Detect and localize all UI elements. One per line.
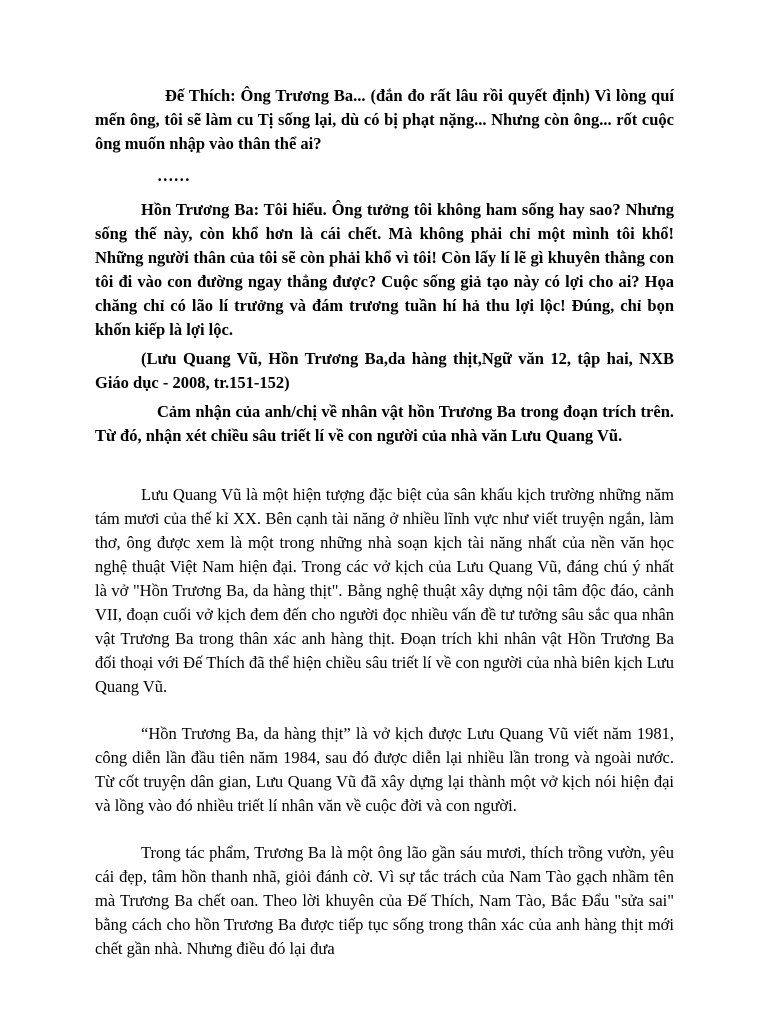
essay-paragraph-3: Trong tác phẩm, Trương Ba là một ông lão gần sáu mươi, thích trồng vườn, yêu cái đẹp, tâm hồn thanh nhã, giỏi đánh cờ. Vì sự tắc trách của Nam Tào gạch nhầm tên mà Trương Ba chết oan. Theo lời khuyên của Đế Thích, Nam Tào, Bắc Đẩu "sửa sai" bằng cách cho hồn Trương Ba được tiếp tục sống trong thân xác của anh hàng thịt mới chết gần nhà. Nhưng điều đó lại đưa	[95, 843, 674, 958]
ellipsis-line: ……	[157, 166, 190, 185]
essay-paragraph-2: “Hồn Trương Ba, da hàng thịt” là vở kịch được Lưu Quang Vũ viết năm 1981, công diễn lần đầu tiên năm 1984, sau đó được diễn lại nhiều lần trong và ngoài nước. Từ cốt truyện dân gian, Lưu Quang Vũ đã xây dựng lại thành một vở kịch nói hiện đại và lồng vào đó nhiều triết lí nhân văn về cuộc đời và con người.	[95, 724, 674, 815]
essay-question: Cảm nhận của anh/chị về nhân vật hồn Trương Ba trong đoạn trích trên. Từ đó, nhận xét chiều sâu triết lí về con người của nhà văn Lưu Quang Vũ.	[95, 402, 674, 445]
essay-paragraph-1: Lưu Quang Vũ là một hiện tượng đặc biệt của sân khấu kịch trường những năm tám mươi của thế kỉ XX. Bên cạnh tài năng ở nhiều lĩnh vực như viết truyện ngắn, làm thơ, ông được xem là một trong những nhà soạn kịch tài năng nhất của nền văn học nghệ thuật Việt Nam hiện đại. Trong các vở kịch của Lưu Quang Vũ, đáng chú ý nhất là vở "Hồn Trương Ba, da hàng thịt". Bằng nghệ thuật xây dựng nội tâm độc đáo, cảnh VII, đoạn cuối vở kịch đem đến cho người đọc nhiều vấn đề tư tưởng sâu sắc qua nhân vật Trương Ba trong thân xác anh hàng thịt. Đoạn trích khi nhân vật Hồn Trương Ba đối thoại với Đế Thích đã thể hiện chiều sâu triết lí về con người của nhà biên kịch Lưu Quang Vũ.	[95, 485, 674, 696]
excerpt-hon-truong-ba-paragraph: Hồn Trương Ba: Tôi hiểu. Ông tưởng tôi không ham sống hay sao? Nhưng sống thế này, còn khổ hơn là cái chết. Mà không phải chỉ một mình tôi khổ! Những người thân của tôi sẽ còn phải khổ vì tôi! Còn lấy lí lẽ gì khuyên thằng con tôi đi vào con đường ngay thẳng được? Cuộc sống giả tạo này có lợi cho ai? Họa chăng chỉ có lão lí trưởng và đám trương tuần hí hả thu lợi lộc! Đúng, chỉ bọn khốn kiếp là lợi lộc.	[95, 200, 674, 339]
document-body	[95, 84, 674, 961]
source-citation: (Lưu Quang Vũ, Hồn Trương Ba,da hàng thịt,Ngữ văn 12, tập hai, NXB Giáo dục - 2008, tr.151-152)	[95, 349, 674, 392]
excerpt-de-thich-paragraph: Đế Thích: Ông Trương Ba... (đắn đo rất lâu rồi quyết định) Vì lòng quí mến ông, tôi sẽ làm cu Tị sống lại, dù có bị phạt nặng... Nhưng còn ông... rốt cuộc ông muốn nhập vào thân thể ai?	[95, 86, 674, 153]
